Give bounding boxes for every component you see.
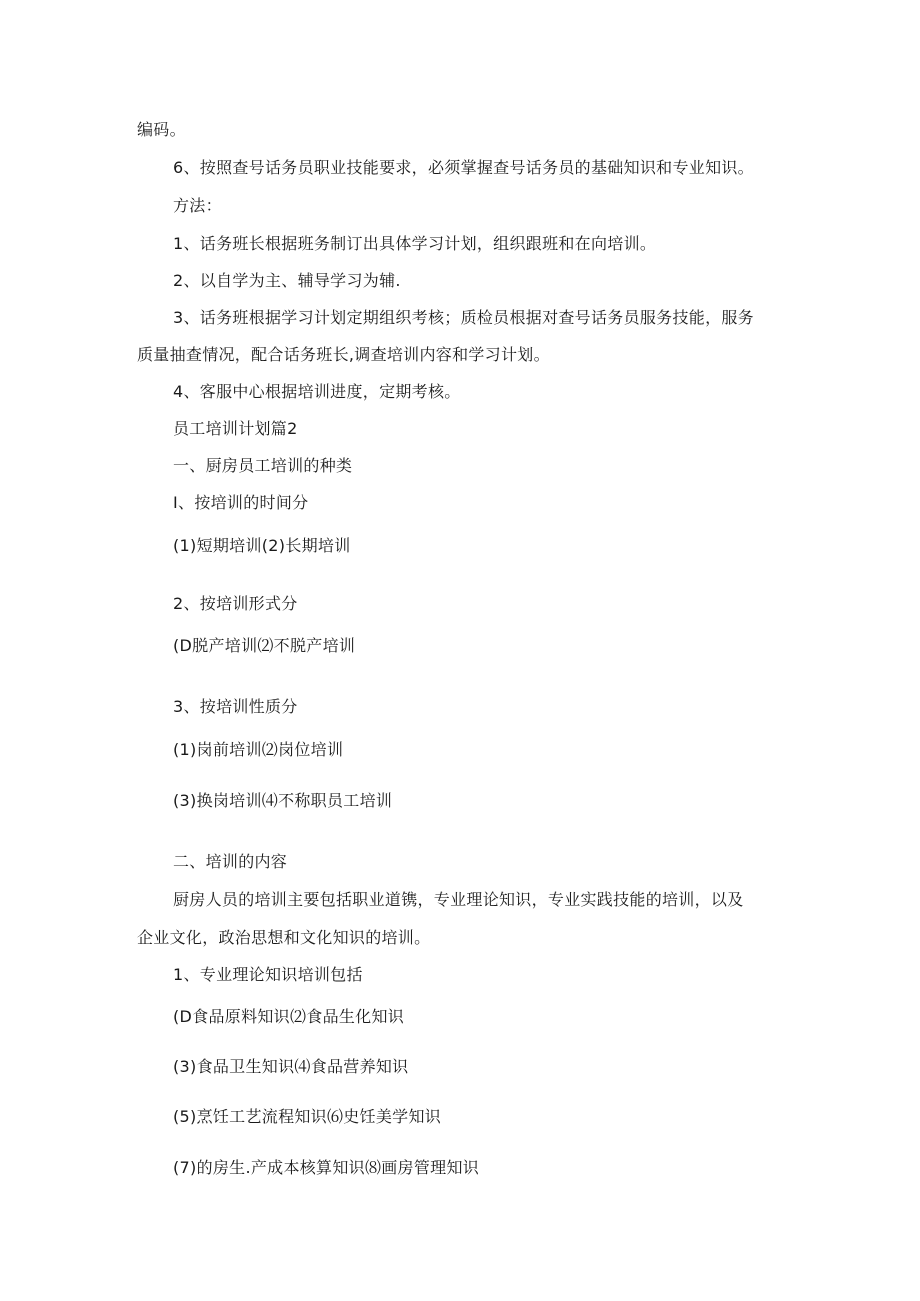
text-line: 编码。 [137, 120, 186, 139]
text-line: (7)的房生.产成本核算知识⑻画房管理知识 [173, 1158, 480, 1177]
text-line: (5)烹饪工艺流程知识⑹史饪美学知识 [173, 1107, 442, 1126]
text-line: (D食品原料知识⑵食品生化知识 [173, 1007, 405, 1026]
text-line: 2、以自学为主、辅导学习为辅. [173, 271, 401, 290]
text-line: 6、按照查号话务员职业技能要求，必须掌握查号话务员的基础知识和专业知识。 [173, 158, 754, 177]
text-line: (3)食品卫生知识⑷食品营养知识 [173, 1057, 409, 1076]
section-heading: 员工培训计划篇2 [173, 419, 298, 438]
text-line: 企业文化，政治思想和文化知识的培训。 [137, 928, 431, 947]
text-line: 方法： [173, 196, 222, 215]
text-line: 3、按培训性质分 [173, 697, 298, 716]
text-line: 1、专业理论知识培训包括 [173, 965, 363, 984]
section-heading: 一、厨房员工培训的种类 [173, 456, 353, 475]
text-line: 1、话务班长根据班务制订出具体学习计划，组织跟班和在向培训。 [173, 234, 657, 253]
text-line: (1)岗前培训⑵岗位培训 [173, 740, 344, 759]
text-line: 3、话务班根据学习计划定期组织考核；质检员根据对查号话务员服务技能，服务 [173, 308, 754, 327]
text-line: (D脱产培训⑵不脱产培训 [173, 636, 356, 655]
text-line: 2、按培训形式分 [173, 594, 298, 613]
text-line: (3)换岗培训⑷不称职员工培训 [173, 791, 393, 810]
section-heading: 二、培训的内容 [173, 852, 288, 871]
text-line: 厨房人员的培训主要包括职业道镌，专业理论知识，专业实践技能的培训，以及 [173, 890, 744, 909]
text-line: 质量抽查情况，配合话务班长,调查培训内容和学习计划。 [137, 345, 550, 364]
text-line: I、按培训的时间分 [173, 493, 309, 512]
text-line: 4、客服中心根据培训进度，定期考核。 [173, 382, 461, 401]
text-line: (1)短期培训(2)长期培训 [173, 536, 351, 555]
